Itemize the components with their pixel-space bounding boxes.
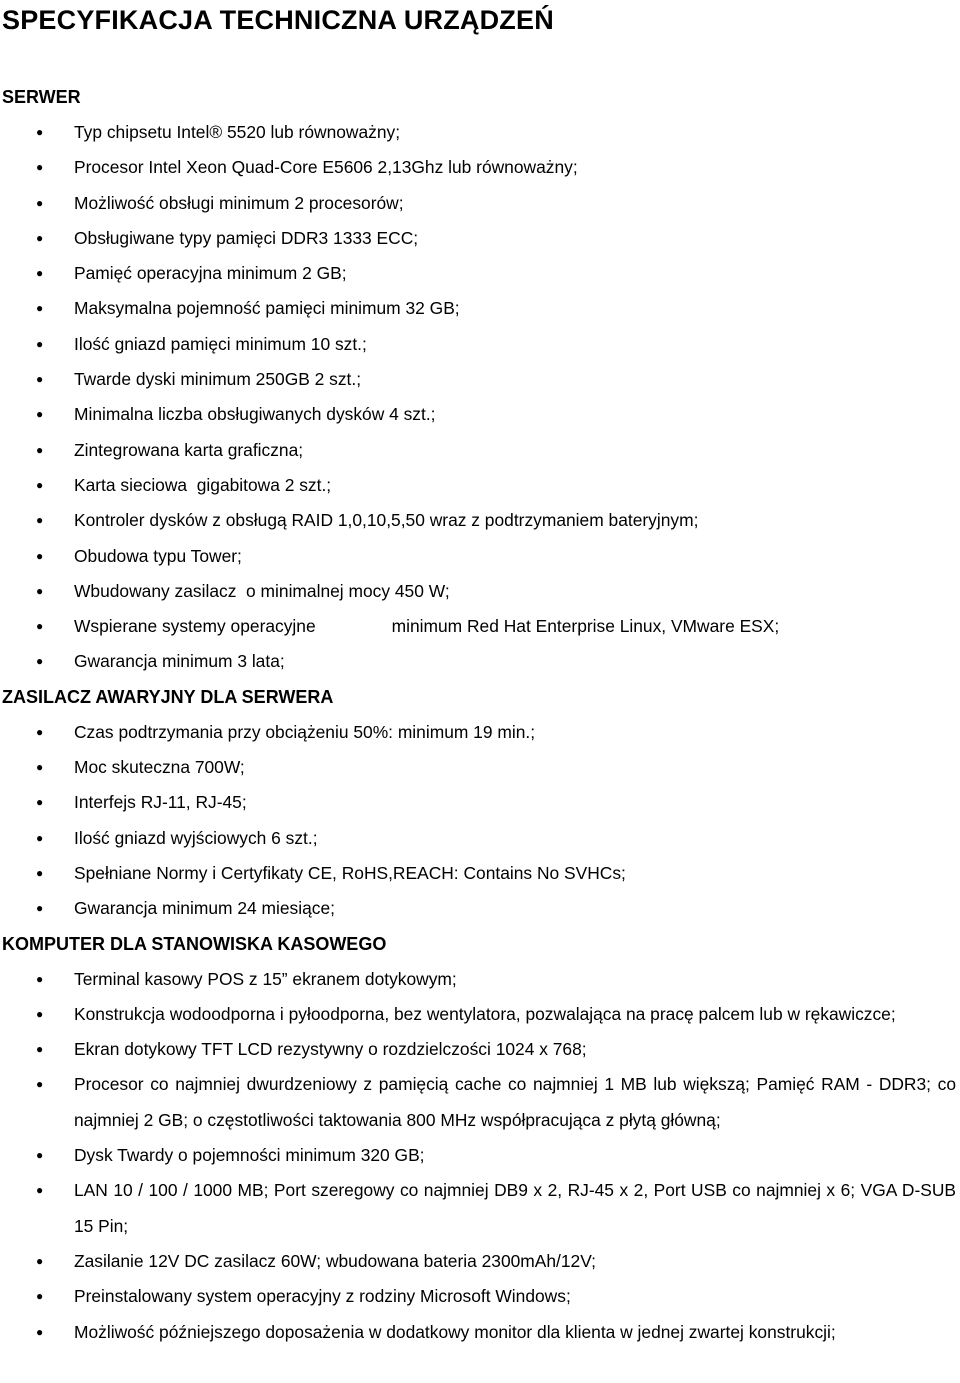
section-heading-ups: ZASILACZ AWARYJNY DLA SERWERA (2, 686, 334, 707)
bullet-icon: ● (36, 548, 44, 563)
bullet-icon: ● (36, 901, 44, 916)
bullet-icon: ● (36, 724, 44, 739)
list-item: ● Kontroler dysków z obsługą RAID 1,0,10,5,50 wraz z podtrzymaniem bateryjnym; (0, 503, 960, 538)
list-item: ● Interfejs RJ-11, RJ-45; (0, 785, 960, 820)
list-item: ● Ilość gniazd pamięci minimum 10 szt.; (0, 327, 960, 362)
list-item: ● Pamięć operacyjna minimum 2 GB; (0, 256, 960, 291)
bullet-icon: ● (36, 230, 44, 245)
list-item: ● Możliwość późniejszego doposażenia w dodatkowy monitor dla klienta w jednej zwartej konstrukcji; (0, 1315, 960, 1350)
bullet-icon: ● (36, 795, 44, 810)
bullet-icon: ● (36, 971, 44, 986)
list-item: ● Czas podtrzymania przy obciążeniu 50%: minimum 19 min.; (0, 715, 960, 750)
list-item: ● Ekran dotykowy TFT LCD rezystywny o rozdzielczości 1024 x 768; (0, 1032, 960, 1067)
section-heading-pos: KOMPUTER DLA STANOWISKA KASOWEGO (2, 933, 387, 954)
list-item: ● Karta sieciowa gigabitowa 2 szt.; (0, 468, 960, 503)
bullet-icon: ● (36, 301, 44, 316)
bullet-icon: ● (36, 125, 44, 139)
bullet-icon: ● (36, 442, 44, 457)
bullet-icon: ● (36, 1289, 44, 1304)
bullet-icon: ● (36, 619, 44, 634)
list-item-os (0, 609, 960, 644)
list-item: ● Zasilanie 12V DC zasilacz 60W; wbudowana bateria 2300mAh/12V; (0, 1244, 960, 1279)
bullet-icon: ● (36, 654, 44, 669)
os-label: Wspierane systemy operacyjne (74, 616, 316, 637)
bullet-icon: ● (36, 583, 44, 598)
bullet-icon: ● (36, 372, 44, 387)
list-item: ● Gwarancja minimum 24 miesiące; (0, 891, 960, 926)
list-item: ● Obudowa typu Tower; (0, 539, 960, 574)
list-item: ● Minimalna liczba obsługiwanych dysków 4 szt.; (0, 397, 960, 432)
list-item: ● Dysk Twardy o pojemności minimum 320 GB; (0, 1138, 960, 1173)
bullet-icon: ● (36, 477, 44, 492)
list-item: ● Ilość gniazd wyjściowych 6 szt.; (0, 821, 960, 856)
os-value: minimum Red Hat Enterprise Linux, VMware ESX; (391, 616, 780, 637)
bullet-icon: ● (36, 513, 44, 528)
bullet-icon: ● (36, 160, 44, 175)
list-item: ● Moc skuteczna 700W; (0, 750, 960, 785)
list-item: ● Procesor Intel Xeon Quad-Core E5606 2,13Ghz lub równoważny; (0, 150, 960, 185)
bullet-icon: ● (36, 1148, 44, 1163)
serwer-spec-list (0, 115, 960, 680)
bullet-icon: ● (36, 336, 44, 351)
bullet-icon: ● (36, 266, 44, 281)
bullet-icon: ● (36, 1006, 44, 1021)
bullet-icon: ● (36, 760, 44, 775)
list-item: ● Preinstalowany system operacyjny z rodziny Microsoft Windows; (0, 1279, 960, 1314)
list-item: ● Twarde dyski minimum 250GB 2 szt.; (0, 362, 960, 397)
bullet-icon: ● (36, 407, 44, 422)
bullet-icon: ● (36, 1042, 44, 1057)
bullet-icon: ● (36, 865, 44, 880)
bullet-icon: ● (36, 195, 44, 210)
bullet-icon: ● (36, 1077, 44, 1092)
page-title: SPECYFIKACJA TECHNICZNA URZĄDZEŃ (2, 5, 554, 35)
list-item: ● Spełniane Normy i Certyfikaty CE, RoHS,REACH: Contains No SVHCs; (0, 856, 960, 891)
list-item: ● Typ chipsetu Intel® 5520 lub równoważny; (0, 115, 960, 150)
document-body (0, 80, 960, 1350)
list-item: ● Wbudowany zasilacz o minimalnej mocy 450 W; (0, 574, 960, 609)
section-heading-serwer: SERWER (2, 87, 81, 107)
bullet-icon: ● (36, 1183, 44, 1198)
list-item: ● LAN 10 / 100 / 1000 MB; Port szeregowy co najmniej DB9 x 2, RJ-45 x 2, Port USB co najmniej x 6; VGA D-SUB 15 Pin; (0, 1173, 960, 1244)
ups-spec-list (0, 715, 960, 927)
list-item: ● Zintegrowana karta graficzna; (0, 433, 960, 468)
list-item: ● Możliwość obsługi minimum 2 procesorów; (0, 186, 960, 221)
bullet-icon: ● (36, 1324, 44, 1339)
list-item: ● Procesor co najmniej dwurdzeniowy z pamięcią cache co najmniej 1 MB lub większą; Pamięć RAM - DDR3; co najmniej 2 GB; o częstotliwości taktowania 800 MHz współpracująca z płytą główną; (0, 1067, 960, 1138)
list-item: ● Maksymalna pojemność pamięci minimum 32 GB; (0, 291, 960, 326)
bullet-icon: ● (36, 1253, 44, 1268)
pos-spec-list (0, 962, 960, 1350)
bullet-icon: ● (36, 830, 44, 845)
list-item: ● Terminal kasowy POS z 15” ekranem dotykowym; (0, 962, 960, 997)
list-item: ● Gwarancja minimum 3 lata; (0, 644, 960, 679)
list-item: ● Obsługiwane typy pamięci DDR3 1333 ECC; (0, 221, 960, 256)
list-item: ● Konstrukcja wodoodporna i pyłoodporna, bez wentylatora, pozwalająca na pracę palcem lub w rękawiczce; (0, 997, 960, 1032)
